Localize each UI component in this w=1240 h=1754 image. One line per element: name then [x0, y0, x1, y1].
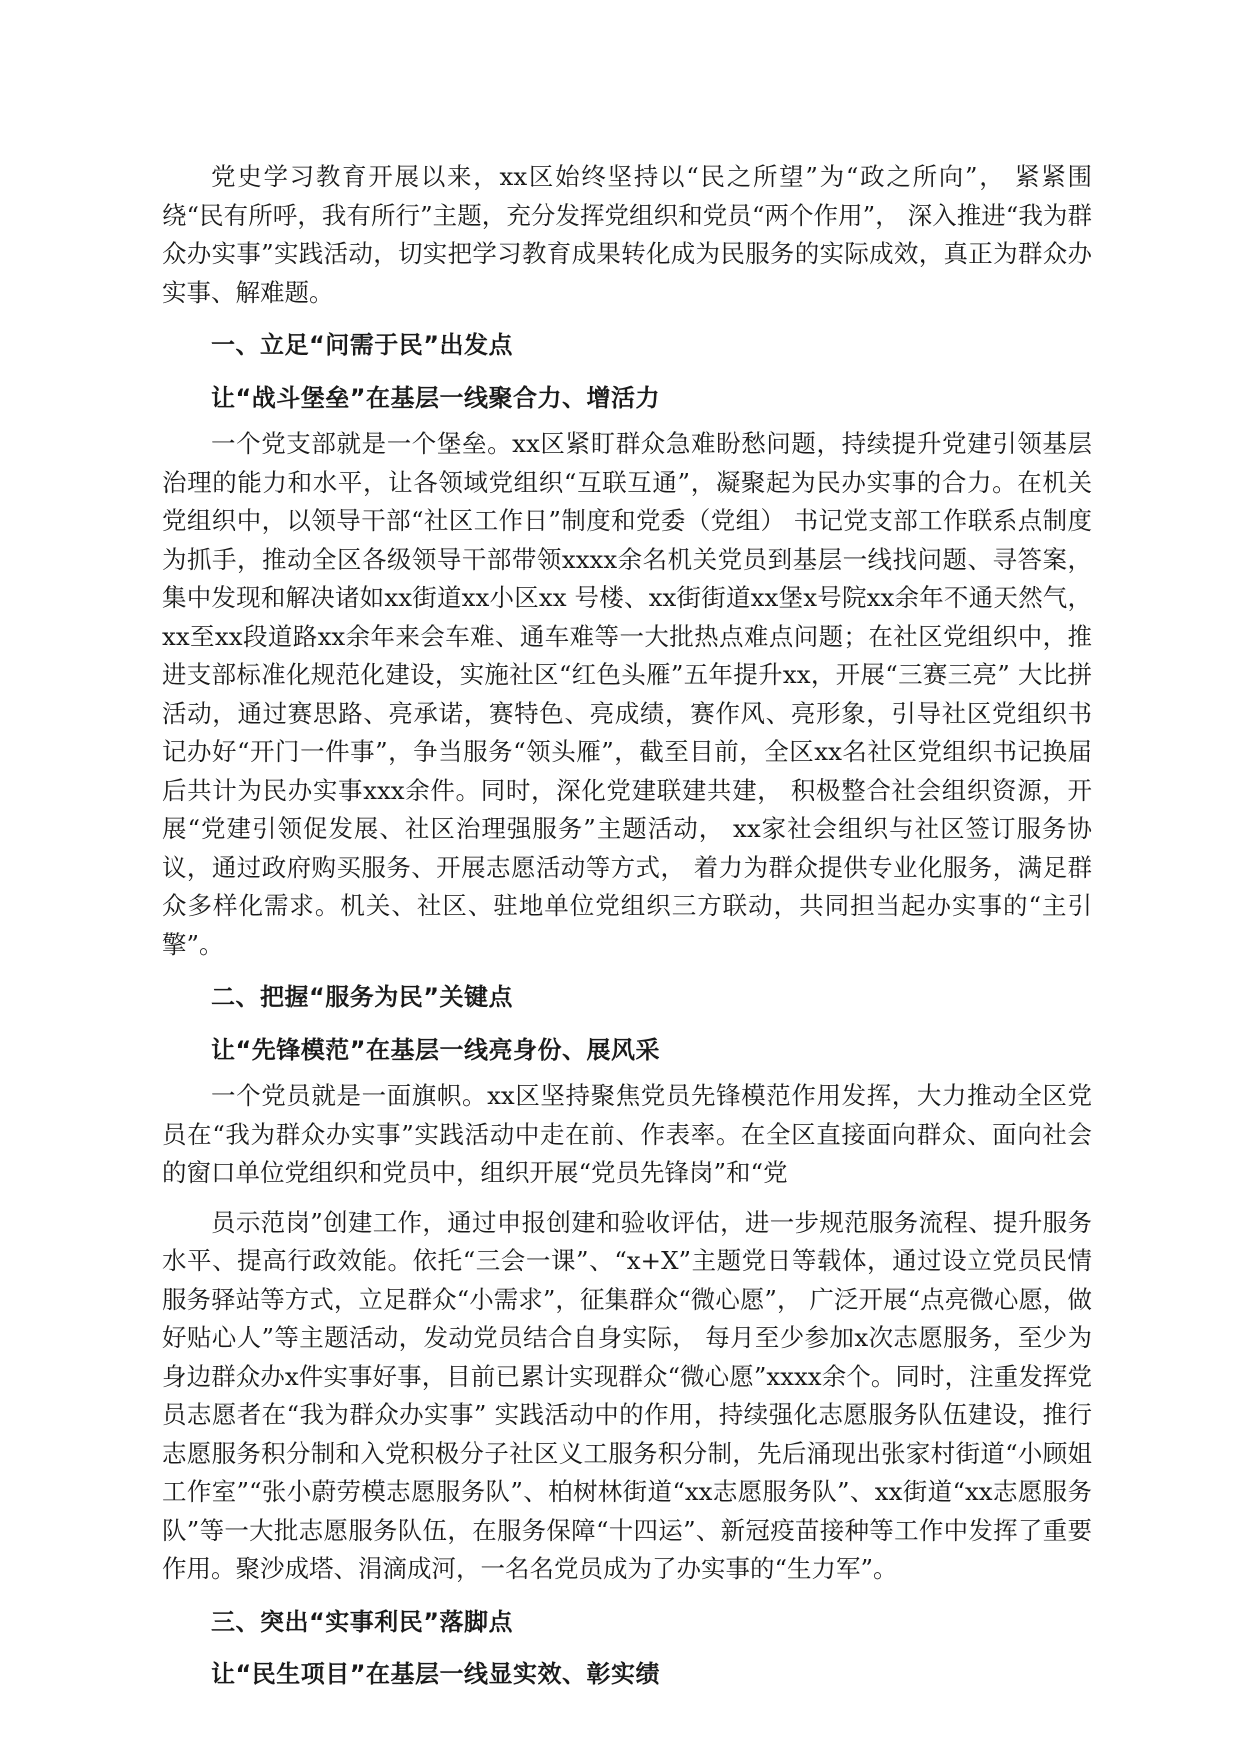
section-1-heading: 一、立足“问需于民”出发点	[211, 331, 514, 359]
document-body	[162, 158, 1092, 1702]
section-2-subheading: 让“先锋模范”在基层一线亮身份、展风采	[211, 1035, 661, 1064]
section-2-paragraph-2: 员示范岗”创建工作，通过申报创建和验收评估，进一步规范服务流程、提升服务水平、提高行政效能。依托“三会一课”、“x+X”主题党日等载体，通过设立党员民情服务驿站等方式，立足群众“小需求”，征集群众“微心愿”， 广泛开展“点亮微心愿，做好贴心人”等主题活动，发动党员结合自身实际， 每月至少参加x次志愿服务，至少为身边群众办x件实事好事，目前已累计实现群众“微心愿”xxxx余个。同时，注重发挥党员志愿者在“我为群众办实事” 实践活动中的作用，持续强化志愿服务队伍建设，推行志愿服务积分制和入党积极分子社区义工服务积分制，先后涌现出张家村街道“小顾姐工作室”“张小蔚劳模志愿服务队”、柏树林街道“xx志愿服务队”、xx街道“xx志愿服务队”等一大批志愿服务队伍，在服务保障“十四运”、新冠疫苗接种等工作中发挥了重要作用。聚沙成塔、涓滴成河，一名名党员成为了办实事的“生力军”。	[162, 1207, 1092, 1583]
section-2-heading: 二、把握“服务为民”关键点	[211, 983, 514, 1011]
intro-paragraph: 党史学习教育开展以来，xx区始终坚持以“民之所望”为“政之所向”， 紧紧围绕“民有所呼，我有所行”主题，充分发挥党组织和党员“两个作用”， 深入推进“我为群众办实事”实践活动，切实把学习教育成果转化成为民服务的实际成效，真正为群众办实事、解难题。	[162, 162, 1092, 307]
section-3-heading: 三、突出“实事利民”落脚点	[211, 1607, 514, 1636]
section-1-paragraph: 一个党支部就是一个堡垒。xx区紧盯群众急难盼愁问题，持续提升党建引领基层治理的能力和水平，让各领域党组织“互联互通”，凝聚起为民办实事的合力。在机关党组织中，以领导干部“社区工作日”制度和党委（党组） 书记党支部工作联系点制度为抓手，推动全区各级领导干部带领xxxx余名机关党员到基层一线找问题、寻答案，集中发现和解决诸如xx街道xx小区xx 号楼、xx街街道xx堡x号院xx余年不通天然气，xx至xx段道路xx余年来会车难、通车难等一大批热点难点问题；在社区党组织中，推进支部标准化规范化建设，实施社区“红色头雁”五年提升xx，开展“三赛三亮” 大比拼活动，通过赛思路、亮承诺，赛特色、亮成绩，赛作风、亮形象，引导社区党组织书记办好“开门一件事”，争当服务“领头雁”，截至目前，全区xx名社区党组织书记换届后共计为民办实事xxx余件。同时，深化党建联建共建， 积极整合社会组织资源，开展“党建引领促发展、社区治理强服务”主题活动， xx家社会组织与社区签订服务协议，通过政府购买服务、开展志愿活动等方式， 着力为群众提供专业化服务，满足群众多样化需求。机关、社区、驻地单位党组织三方联动，共同担当起办实事的“主引擎”。	[162, 429, 1092, 959]
section-1-subheading: 让“战斗堡垒”在基层一线聚合力、增活力	[211, 383, 661, 412]
section-2-paragraph-1: 一个党员就是一面旗帜。xx区坚持聚焦党员先锋模范作用发挥，大力推动全区党员在“我为群众办实事”实践活动中走在前、作表率。在全区直接面向群众、面向社会的窗口单位党组织和党员中，组织开展“党员先锋岗”和“党	[162, 1081, 1092, 1187]
section-3-subheading: 让“民生项目”在基层一线显实效、彰实绩	[211, 1660, 661, 1688]
